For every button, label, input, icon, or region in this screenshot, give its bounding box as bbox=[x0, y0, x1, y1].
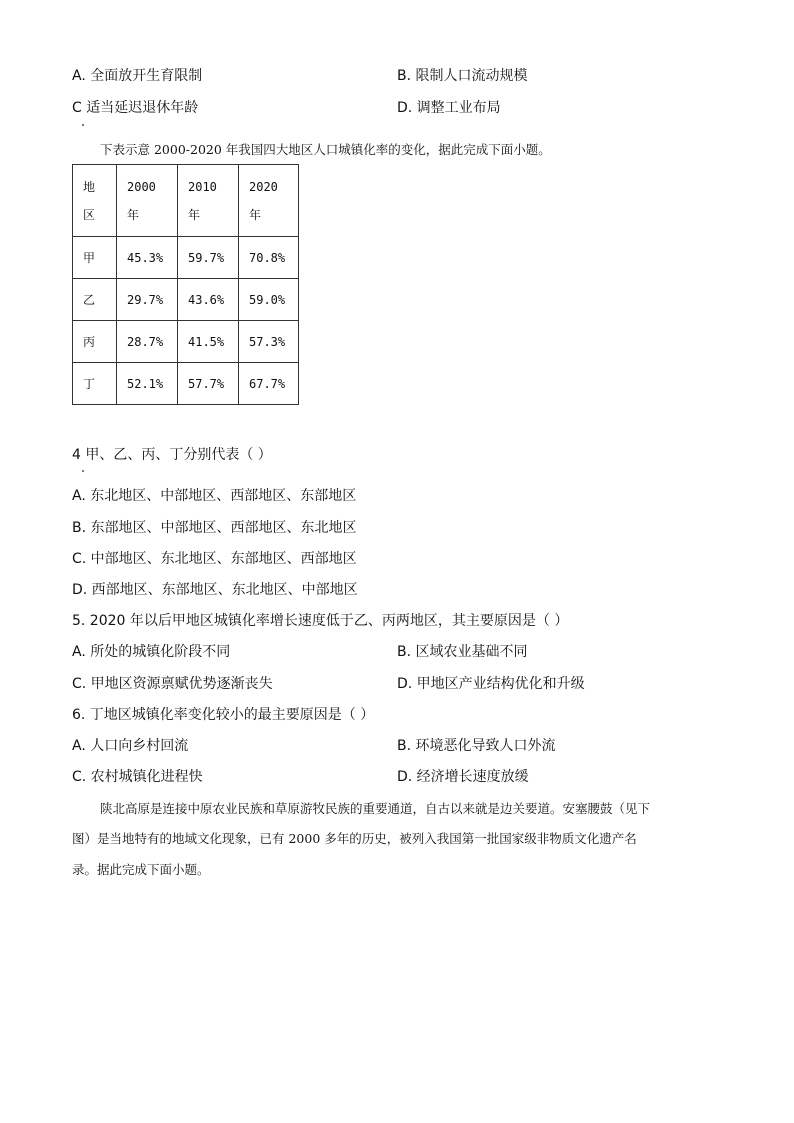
table-header-row bbox=[73, 165, 299, 237]
header-cell-2010: 2010 年 bbox=[178, 165, 239, 237]
question-6-option-a: A. 人口向乡村回流 bbox=[72, 738, 189, 754]
question-4-option-d: D. 西部地区、东部地区、东北地区、中部地区 bbox=[72, 582, 358, 598]
question-4-option-a: A. 东北地区、中部地区、西部地区、东部地区 bbox=[72, 488, 357, 504]
value-cell: 29.7% bbox=[117, 279, 178, 321]
value-cell: 45.3% bbox=[117, 237, 178, 279]
question-6-option-b: B. 环境恶化导致人口外流 bbox=[397, 738, 556, 754]
value-cell: 70.8% bbox=[239, 237, 299, 279]
question-6-option-c: C. 农村城镇化进程快 bbox=[72, 769, 203, 785]
question-6-option-d: D. 经济增长速度放缓 bbox=[397, 769, 529, 785]
value-cell: 57.3% bbox=[239, 321, 299, 363]
header-cell-region: 地 区 bbox=[73, 165, 117, 237]
table-row bbox=[73, 279, 299, 321]
header-cell-2020: 2020 年 bbox=[239, 165, 299, 237]
passage-line-3: 录。据此完成下面小题。 bbox=[72, 862, 210, 877]
value-cell: 43.6% bbox=[178, 279, 239, 321]
value-cell: 59.7% bbox=[178, 237, 239, 279]
region-cell: 丁 bbox=[73, 363, 117, 405]
table-row bbox=[73, 363, 299, 405]
region-cell: 甲 bbox=[73, 237, 117, 279]
passage-line-2: 图）是当地特有的地域文化现象，已有 2000 多年的历史，被列入我国第一批国家级非物质文化遗产名 bbox=[72, 831, 637, 846]
header-cell-2000: 2000 年 bbox=[117, 165, 178, 237]
question-5-option-c: C. 甲地区资源禀赋优势逐渐丧失 bbox=[72, 676, 273, 692]
stray-mark bbox=[82, 470, 84, 472]
question-5-option-a: A. 所处的城镇化阶段不同 bbox=[72, 644, 231, 660]
question-4-option-c: C. 中部地区、东北地区、东部地区、西部地区 bbox=[72, 551, 357, 567]
question-4-stem: 4 甲、乙、丙、丁分别代表（ ） bbox=[72, 447, 272, 463]
table-row bbox=[73, 321, 299, 363]
value-cell: 59.0% bbox=[239, 279, 299, 321]
table-intro: 下表示意 2000-2020 年我国四大地区人口城镇化率的变化，据此完成下面小题。 bbox=[100, 142, 551, 157]
option-a: A. 全面放开生育限制 bbox=[72, 68, 203, 84]
option-b: B. 限制人口流动规模 bbox=[397, 68, 528, 84]
question-5-option-d: D. 甲地区产业结构优化和升级 bbox=[397, 676, 585, 692]
table-row bbox=[73, 237, 299, 279]
question-4-option-b: B. 东部地区、中部地区、西部地区、东北地区 bbox=[72, 520, 357, 536]
urbanization-table bbox=[72, 164, 299, 405]
option-d: D. 调整工业布局 bbox=[397, 100, 501, 116]
value-cell: 67.7% bbox=[239, 363, 299, 405]
stray-mark bbox=[82, 124, 84, 126]
region-cell: 乙 bbox=[73, 279, 117, 321]
passage-line-1: 陕北高原是连接中原农业民族和草原游牧民族的重要通道，自古以来就是边关要道。安塞腰鼓（见下 bbox=[100, 801, 651, 816]
value-cell: 57.7% bbox=[178, 363, 239, 405]
option-c: C 适当延迟退休年龄 bbox=[72, 100, 199, 116]
value-cell: 28.7% bbox=[117, 321, 178, 363]
value-cell: 52.1% bbox=[117, 363, 178, 405]
question-6-stem: 6. 丁地区城镇化率变化较小的最主要原因是（ ） bbox=[72, 707, 375, 723]
question-5-option-b: B. 区域农业基础不同 bbox=[397, 644, 528, 660]
question-5-stem: 5. 2020 年以后甲地区城镇化率增长速度低于乙、丙两地区，其主要原因是（ ） bbox=[72, 613, 569, 629]
region-cell: 丙 bbox=[73, 321, 117, 363]
value-cell: 41.5% bbox=[178, 321, 239, 363]
